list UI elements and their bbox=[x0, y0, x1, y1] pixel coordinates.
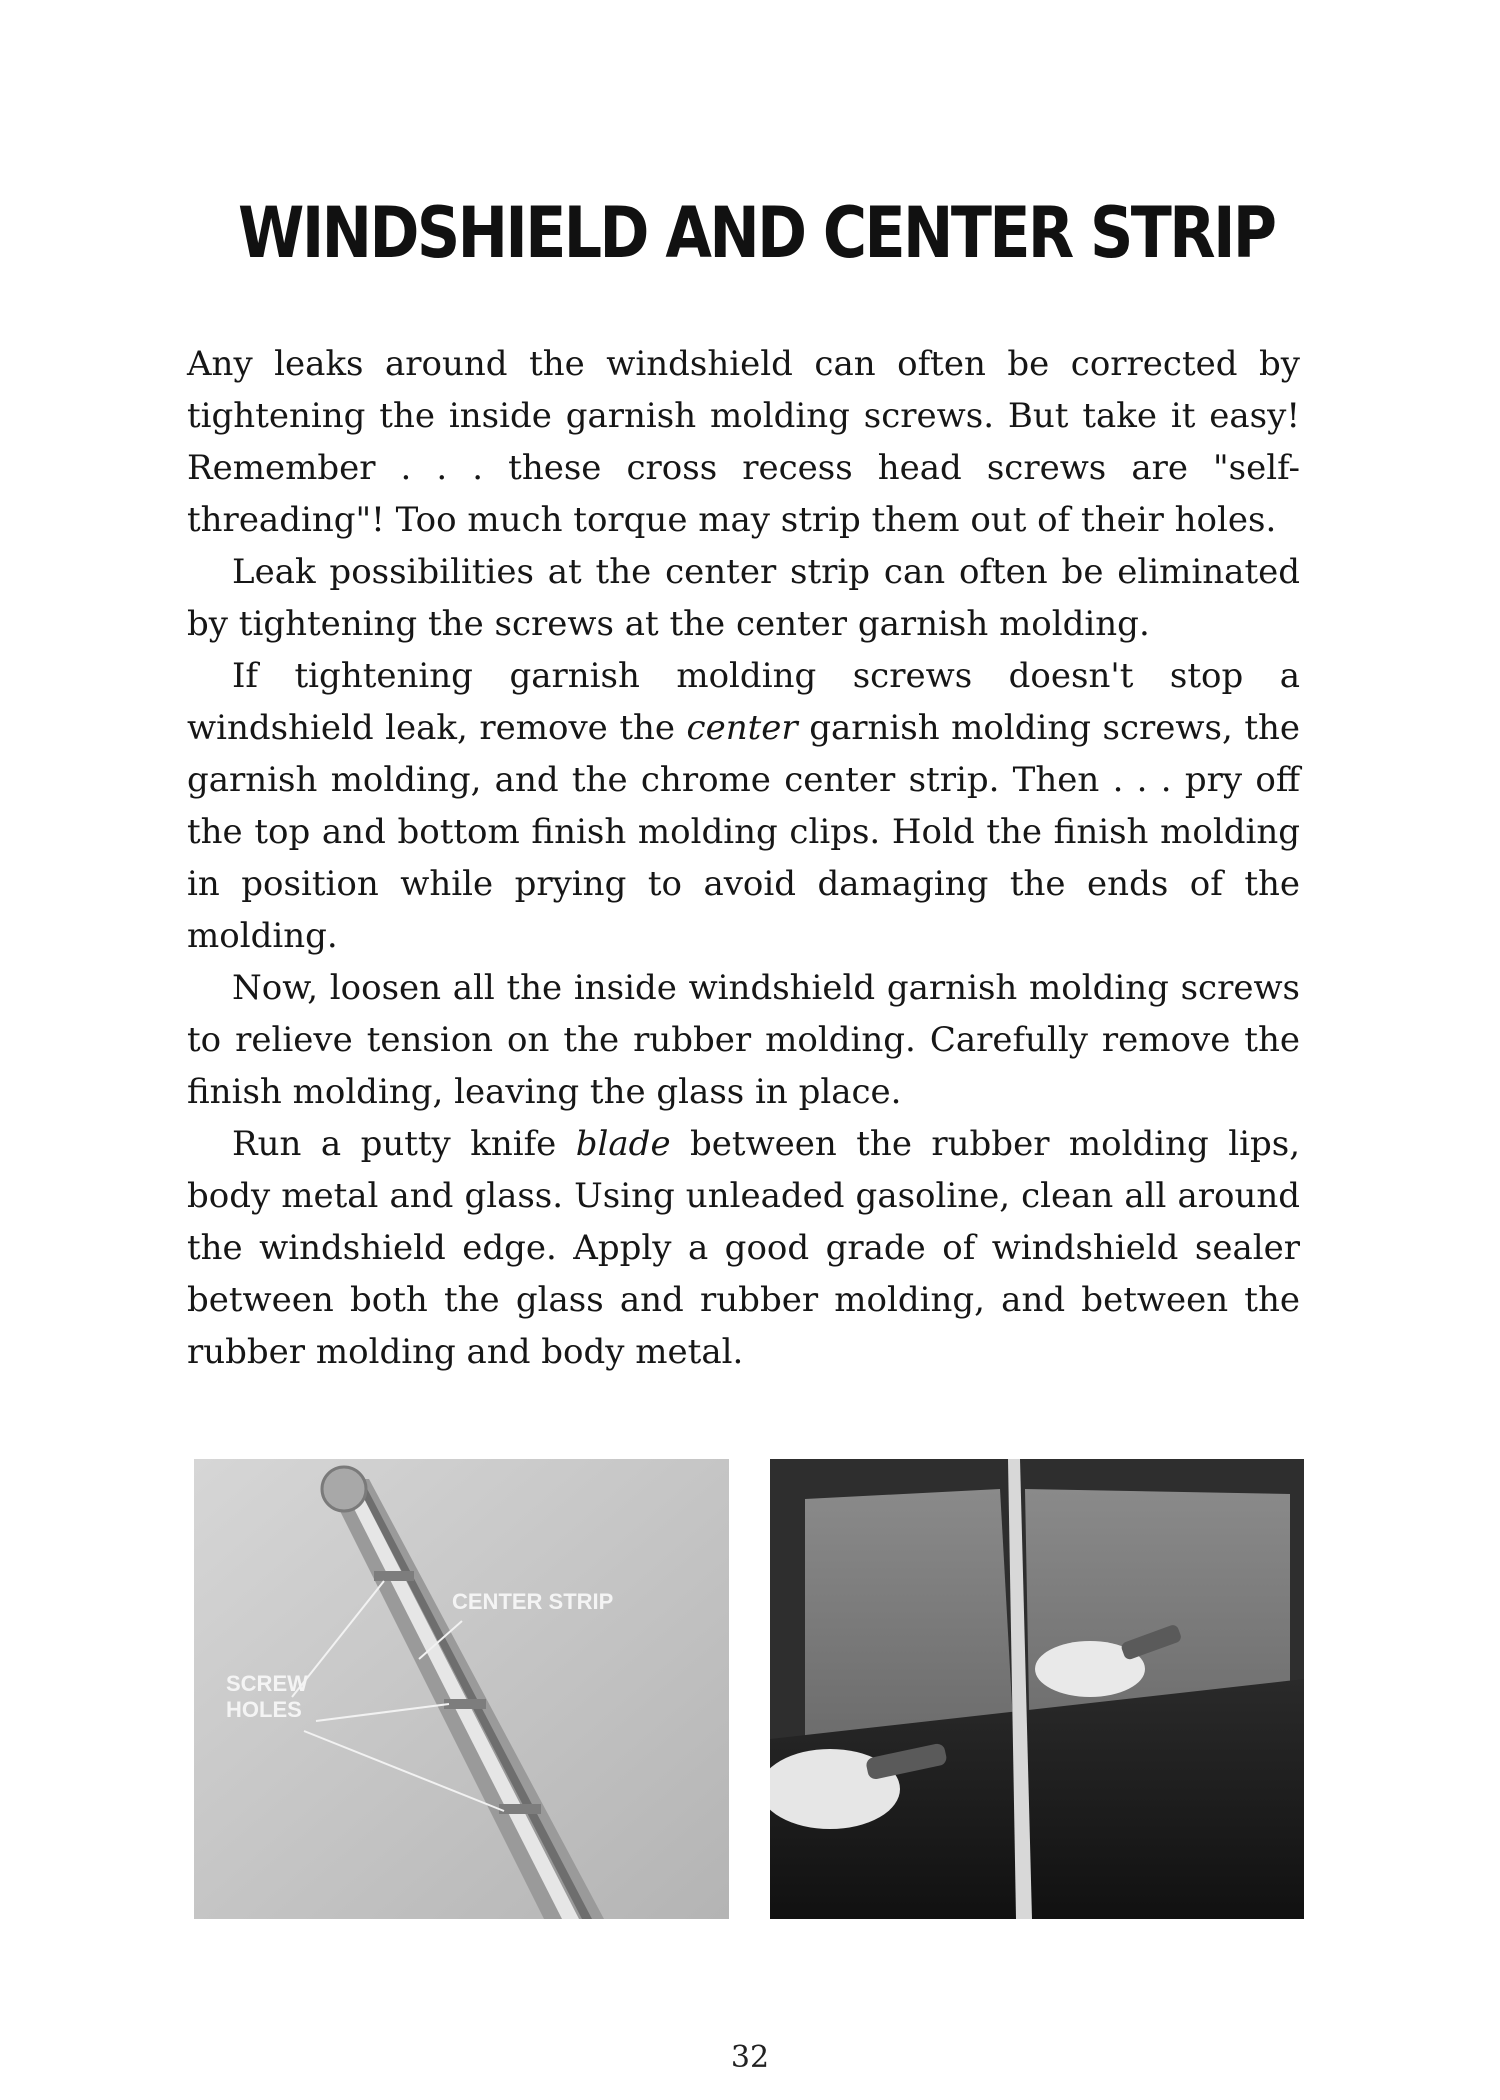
paragraph-5-text-a: Run a putty knife bbox=[232, 1124, 576, 1164]
paragraph-3-text-a: If tightening garnish molding screws doesn't stop a windshield leak, remove the bbox=[187, 656, 1300, 748]
emphasis-blade: blade bbox=[575, 1124, 671, 1164]
paragraph-3-text-b: garnish molding screws, the garnish molding, and the chrome center strip. Then . . . pry off the top and bottom finish molding clips. Hold the finish molding in position while prying to avoid damaging the ends of the molding. bbox=[187, 708, 1300, 956]
paragraph-5-text-b: between the rubber molding lips, body metal and glass. Using unleaded gasoline, clean all around the windshield edge. Apply a good grade of windshield sealer between both the glass and rubber molding, and between the rubber molding and body metal. bbox=[187, 1124, 1301, 1372]
page-title: WINDSHIELD AND CENTER STRIP bbox=[238, 192, 1275, 274]
emphasis-center: center bbox=[686, 708, 798, 748]
label-holes: HOLES bbox=[226, 1697, 302, 1722]
label-center-strip: CENTER STRIP bbox=[452, 1589, 614, 1614]
paragraph-4: Now, loosen all the inside windshield garnish molding screws to relieve tension on the rubber molding. Carefully remove the finish molding, leaving the glass in place. bbox=[187, 968, 1300, 1112]
center-strip-photo bbox=[194, 1459, 729, 1919]
page-number: 32 bbox=[730, 2040, 770, 2075]
paragraph-1: Any leaks around the windshield can often be corrected by tightening the inside garnish molding screws. But take it easy! Remember . . . these cross recess head screws are "self-threading"! Too much torque may strip them out of their holes. bbox=[187, 344, 1300, 540]
paragraph-5 bbox=[187, 1118, 1300, 1378]
paragraph-2: Leak possibilities at the center strip can often be eliminated by tightening the screws at the center garnish molding. bbox=[187, 552, 1300, 644]
photo-row bbox=[0, 1459, 1500, 1919]
paragraph-3 bbox=[187, 650, 1300, 962]
body-text bbox=[187, 338, 1300, 1378]
label-screw: SCREW bbox=[226, 1671, 308, 1696]
windshield-sealer-photo bbox=[770, 1459, 1304, 1919]
